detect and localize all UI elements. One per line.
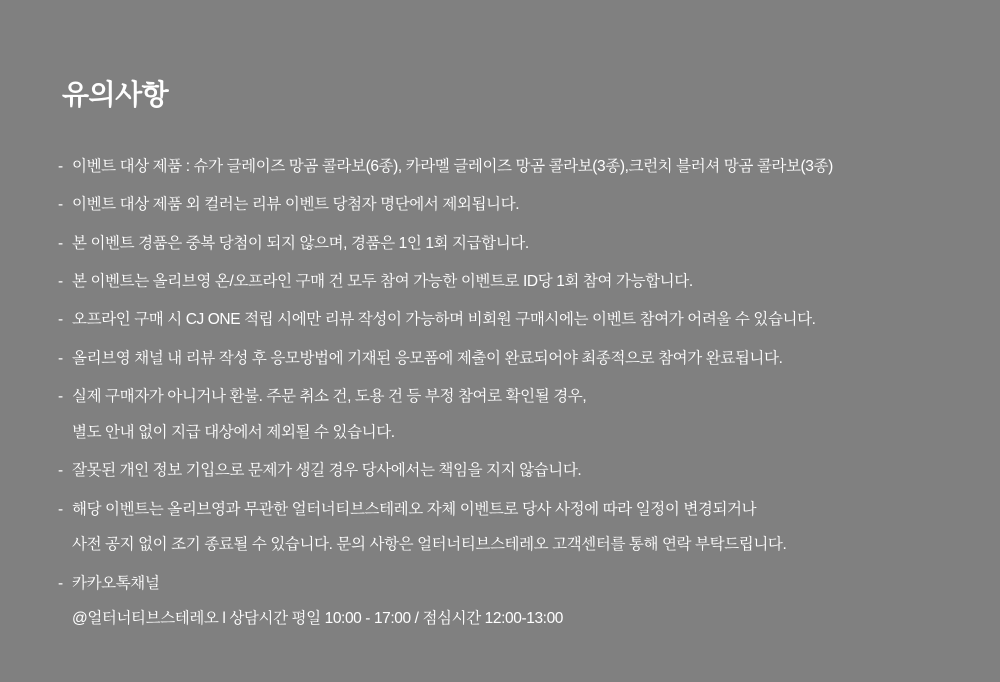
- bullet-dash: -: [58, 234, 63, 252]
- list-item-body: [72, 460, 1000, 482]
- bullet-dash: -: [58, 462, 63, 480]
- list-item-line: 별도 안내 없이 지급 대상에서 제외될 수 있습니다.: [72, 423, 395, 441]
- list-item-body: [72, 271, 1000, 293]
- bullet-dash: -: [58, 574, 63, 592]
- list-item-line: 이벤트 대상 제품 외 컬러는 리뷰 이벤트 당첨자 명단에서 제외됩니다.: [72, 196, 520, 214]
- list-item-line: 본 이벤트는 올리브영 온/오프라인 구매 건 모두 참여 가능한 이벤트로 ID당 1회 참여 가능합니다.: [72, 273, 693, 290]
- list-item-body: [72, 499, 1000, 557]
- bullet-dash: -: [58, 157, 63, 175]
- list-item: [58, 194, 1000, 216]
- list-item: [58, 386, 1000, 444]
- list-item: [58, 499, 1000, 557]
- list-item-line: 이벤트 대상 제품 : 슈가 글레이즈 망곰 콜라보(6종), 카라멜 글레이즈 망곰 콜라보(3종),크런치 블러셔 망곰 콜라보(3종): [72, 157, 833, 175]
- list-item-body: [72, 194, 1000, 216]
- page-title: 유의사항: [62, 79, 169, 110]
- bullet-dash: -: [58, 273, 63, 290]
- bullet-dash: -: [58, 388, 63, 406]
- list-item-line: 실제 구매자가 아니거나 환불. 주문 취소 건, 도용 건 등 부정 참여로 확인될 경우,: [72, 388, 587, 406]
- list-item-body: [72, 309, 1000, 331]
- kakao-channel-contact: @얼터너티브스테레오 l 상담시간 평일 10:00 - 17:00 / 점심시간 12:00-13:00: [72, 610, 564, 628]
- list-item-body: [72, 573, 1000, 631]
- list-item: [58, 271, 1000, 293]
- list-item-line: 올리브영 채널 내 리뷰 작성 후 응모방법에 기재된 응모폼에 제출이 완료되어야 최종적으로 참여가 완료됩니다.: [72, 349, 783, 367]
- list-item-line: 해당 이벤트는 올리브영과 무관한 얼터너티브스테레오 자체 이벤트로 당사 사정에 따라 일정이 변경되거나: [72, 500, 757, 518]
- list-item: [58, 348, 1000, 370]
- bullet-dash: -: [58, 500, 63, 518]
- list-item-body: [72, 386, 1000, 444]
- bullet-dash: -: [58, 196, 63, 214]
- list-item: [58, 233, 1000, 255]
- list-item: [58, 309, 1000, 331]
- list-item-line: 오프라인 구매 시 CJ ONE 적립 시에만 리뷰 작성이 가능하며 비회원 구매시에는 이벤트 참여가 어려울 수 있습니다.: [72, 311, 816, 329]
- bullet-dash: -: [58, 311, 63, 329]
- notice-list: [58, 156, 1000, 631]
- list-item-body: [72, 156, 1000, 178]
- list-item-line: 본 이벤트 경품은 중복 당첨이 되지 않으며, 경품은 1인 1회 지급합니다.: [72, 234, 529, 252]
- list-item: [58, 156, 1000, 178]
- list-item: [58, 460, 1000, 482]
- list-item-body: [72, 348, 1000, 370]
- list-item-line: 잘못된 개인 정보 기입으로 문제가 생길 경우 당사에서는 책임을 지지 않습니다.: [72, 462, 582, 480]
- list-item-kakao: [58, 573, 1000, 631]
- list-item-line: 사전 공지 없이 조기 종료될 수 있습니다. 문의 사항은 얼터너티브스테레오 고객센터를 통해 연락 부탁드립니다.: [72, 536, 787, 554]
- kakao-channel-label: 카카오톡채널: [72, 574, 160, 592]
- bullet-dash: -: [58, 349, 63, 367]
- list-item-body: [72, 233, 1000, 255]
